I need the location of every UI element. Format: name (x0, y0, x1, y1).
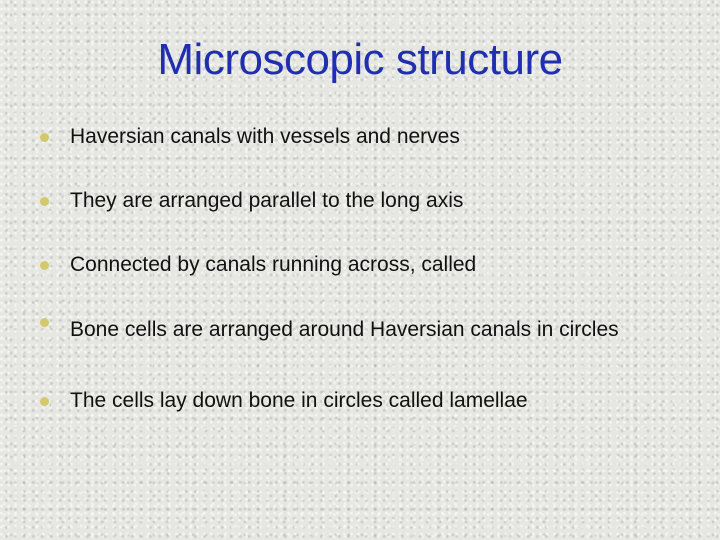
bullet-item (40, 120, 680, 154)
bullet-item (40, 248, 680, 282)
bullet-text: They are arranged parallel to the long axis (70, 189, 464, 212)
bullet-dot-icon (40, 133, 49, 142)
bullet-item (40, 384, 680, 418)
bullet-dot-icon (40, 261, 49, 270)
bullet-item (40, 305, 680, 354)
bullet-text: Connected by canals running across, called (70, 253, 477, 276)
bullet-dot-icon (40, 397, 49, 406)
bullet-dot-icon (40, 197, 49, 206)
bullet-list (40, 120, 680, 448)
slide-title: Microscopic structure (157, 35, 563, 84)
bullet-item (40, 184, 680, 218)
bullet-text: Bone cells are arranged around Haversian canals in circles (70, 318, 619, 341)
bullet-dot-icon (40, 318, 49, 327)
bullet-text: The cells lay down bone in circles called lamellae (70, 389, 528, 412)
bullet-text: Haversian canals with vessels and nerves (70, 125, 460, 148)
